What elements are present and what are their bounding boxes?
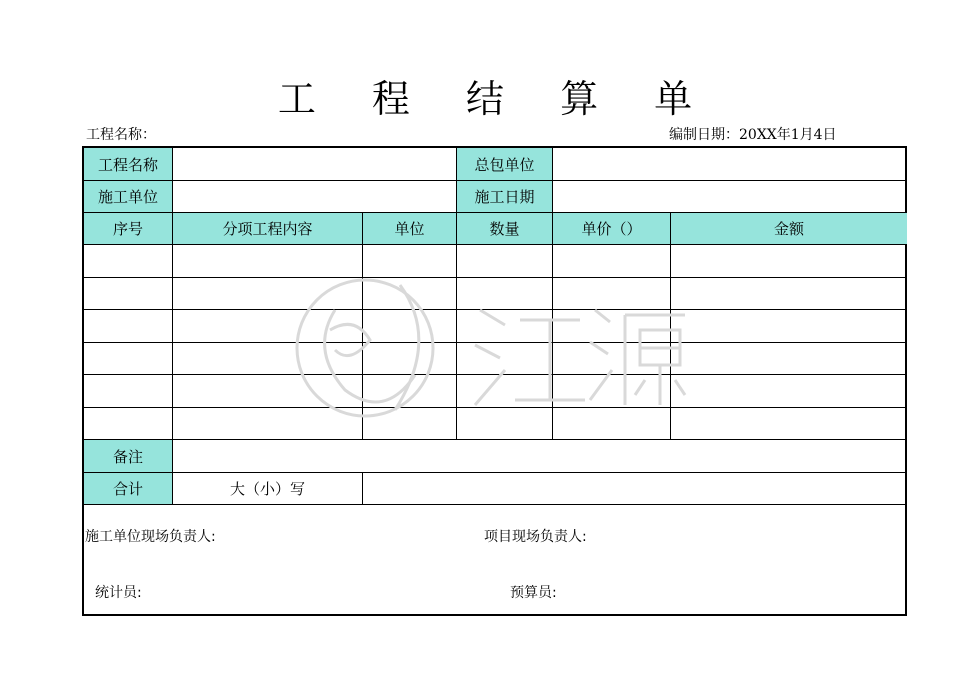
col-header-item: 分项工程内容 <box>173 213 363 245</box>
signature-budgeter: 预算员: <box>510 585 557 601</box>
row-1-index-cell[interactable] <box>84 245 173 278</box>
label-construction-unit: 施工单位 <box>84 181 173 213</box>
row-5-unit-price-cell[interactable] <box>553 375 671 408</box>
row-5-quantity-cell[interactable] <box>457 375 553 408</box>
construction-date-cell[interactable] <box>553 181 907 213</box>
col-header-unit: 单位 <box>363 213 457 245</box>
col-header-index: 序号 <box>84 213 173 245</box>
row-6-item-cell[interactable] <box>173 408 363 441</box>
row-2-unit-price-cell[interactable] <box>553 278 671 311</box>
row-6-amount-cell[interactable] <box>671 408 907 441</box>
row-5-amount-cell[interactable] <box>671 375 907 408</box>
row-4-amount-cell[interactable] <box>671 343 907 376</box>
amount-in-words-label: 大（小）写 <box>173 473 363 505</box>
row-3-unit-cell[interactable] <box>363 310 457 343</box>
general-contractor-cell[interactable] <box>553 148 907 181</box>
page-title: 工 程 结 算 单 <box>277 77 715 121</box>
row-3-item-cell[interactable] <box>173 310 363 343</box>
settlement-table <box>82 146 907 616</box>
row-3-index-cell[interactable] <box>84 310 173 343</box>
row-4-unit-cell[interactable] <box>363 343 457 376</box>
row-1-unit-price-cell[interactable] <box>553 245 671 278</box>
label-remarks: 备注 <box>84 440 173 473</box>
row-6-unit-price-cell[interactable] <box>553 408 671 441</box>
col-header-unit-price: 单价（） <box>553 213 671 245</box>
compile-date: 编制日期：20XX年1月4日 <box>669 127 837 143</box>
row-6-unit-cell[interactable] <box>363 408 457 441</box>
col-header-amount: 金额 <box>671 213 907 245</box>
remarks-cell[interactable] <box>173 440 907 473</box>
row-5-item-cell[interactable] <box>173 375 363 408</box>
row-2-amount-cell[interactable] <box>671 278 907 311</box>
label-general-contractor: 总包单位 <box>457 148 553 181</box>
total-amount-cell[interactable] <box>363 473 907 505</box>
signature-construction-manager: 施工单位现场负责人: <box>85 529 216 545</box>
row-4-item-cell[interactable] <box>173 343 363 376</box>
label-project-name: 工程名称 <box>84 148 173 181</box>
row-1-item-cell[interactable] <box>173 245 363 278</box>
row-1-amount-cell[interactable] <box>671 245 907 278</box>
label-total: 合计 <box>84 473 173 505</box>
row-4-unit-price-cell[interactable] <box>553 343 671 376</box>
row-2-item-cell[interactable] <box>173 278 363 311</box>
row-5-index-cell[interactable] <box>84 375 173 408</box>
row-2-unit-cell[interactable] <box>363 278 457 311</box>
row-3-unit-price-cell[interactable] <box>553 310 671 343</box>
project-name-cell[interactable] <box>173 148 457 181</box>
row-2-quantity-cell[interactable] <box>457 278 553 311</box>
row-4-quantity-cell[interactable] <box>457 343 553 376</box>
row-1-quantity-cell[interactable] <box>457 245 553 278</box>
row-6-quantity-cell[interactable] <box>457 408 553 441</box>
row-2-index-cell[interactable] <box>84 278 173 311</box>
label-construction-date: 施工日期 <box>457 181 553 213</box>
col-header-quantity: 数量 <box>457 213 553 245</box>
signature-project-manager: 项目现场负责人: <box>484 529 587 545</box>
project-name-label: 工程名称： <box>86 127 156 143</box>
row-5-unit-cell[interactable] <box>363 375 457 408</box>
construction-unit-cell[interactable] <box>173 181 457 213</box>
row-3-amount-cell[interactable] <box>671 310 907 343</box>
row-1-unit-cell[interactable] <box>363 245 457 278</box>
signature-statistician: 统计员: <box>95 585 142 601</box>
row-4-index-cell[interactable] <box>84 343 173 376</box>
row-3-quantity-cell[interactable] <box>457 310 553 343</box>
row-6-index-cell[interactable] <box>84 408 173 441</box>
